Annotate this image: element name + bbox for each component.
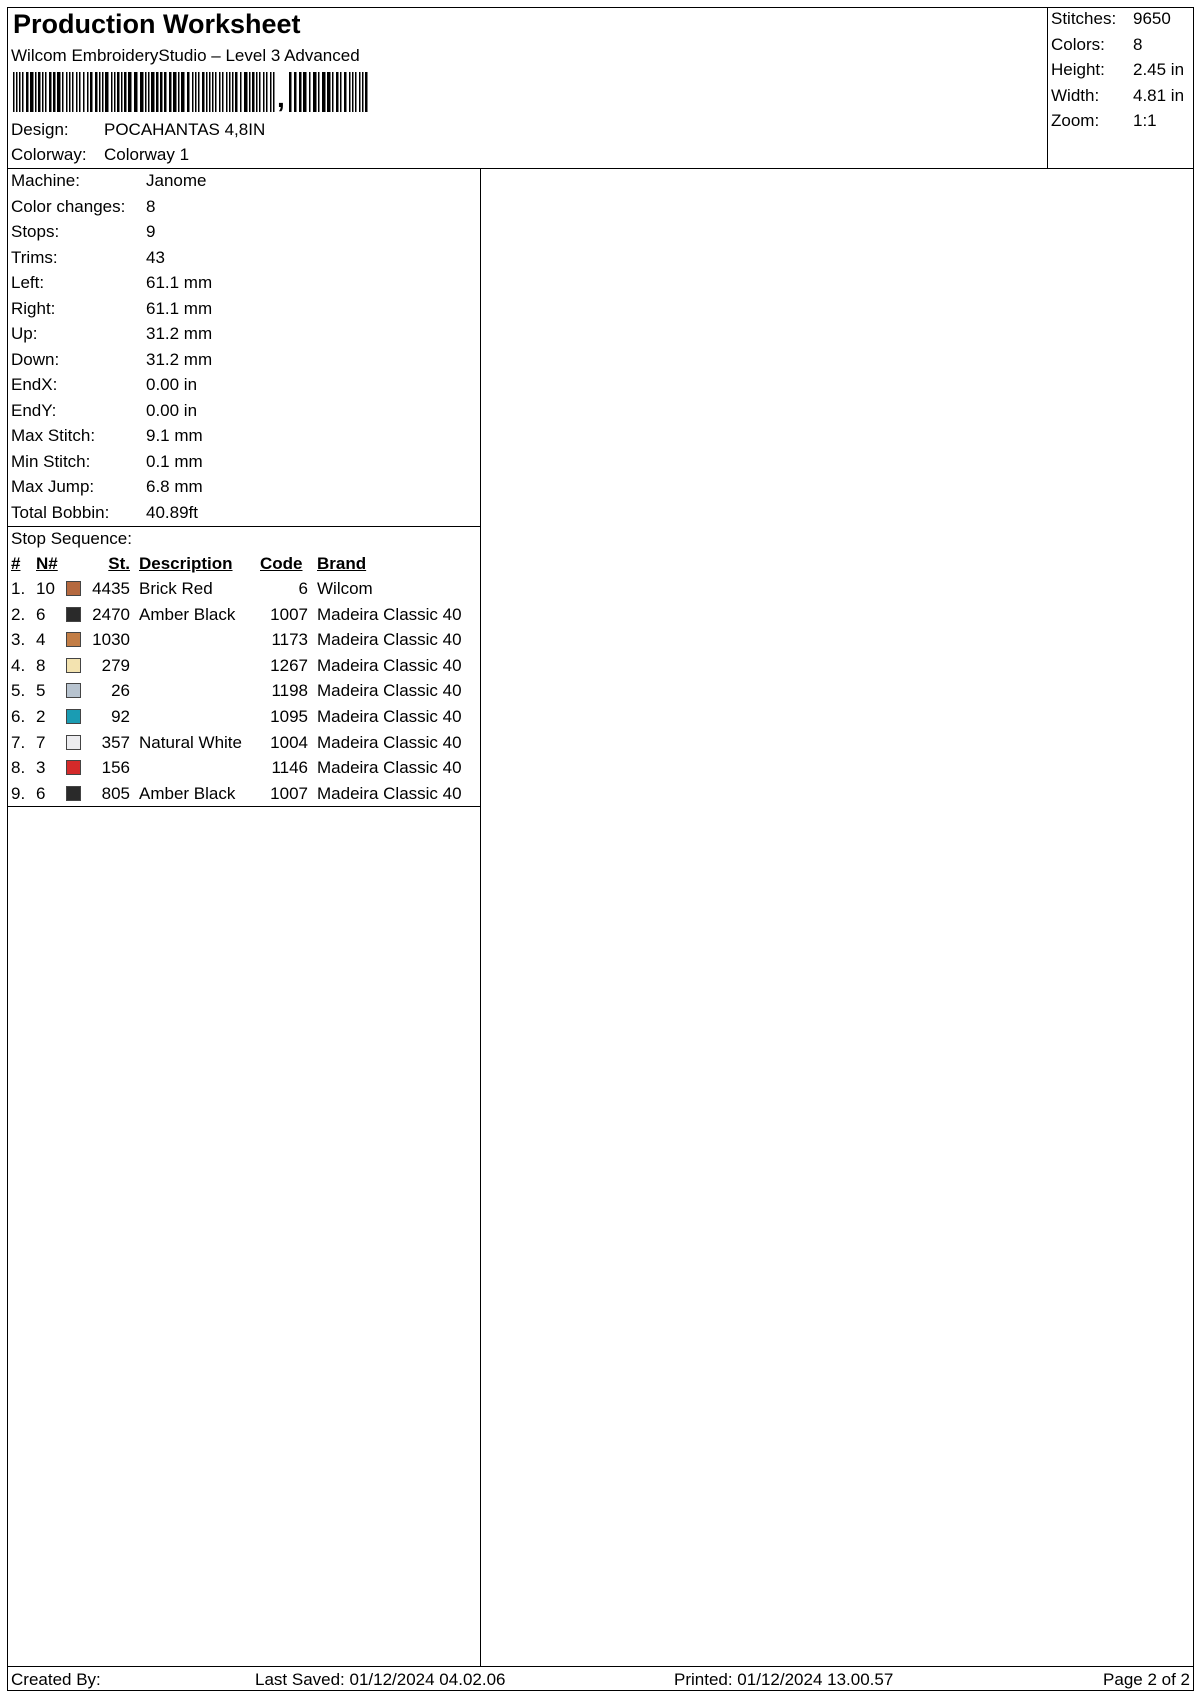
barcode-bar [222,72,224,112]
machine-info-label: Right: [11,298,56,318]
barcode-bar [212,72,214,112]
barcode-bar [209,72,211,112]
thread-color-swatch [66,581,81,596]
printed-date: Printed: 01/12/2024 13.00.57 [674,1670,894,1689]
summary-divider [1047,7,1048,169]
barcode-bar [124,72,127,112]
summary-label: Width: [1051,85,1100,105]
page-number: Page 2 of 2 [1103,1670,1190,1689]
barcode-bar [229,72,231,112]
barcode-bar [313,72,317,112]
row-needle: 5 [36,681,46,701]
footer-divider [7,1666,1194,1667]
machine-info-value: 8 [146,196,156,216]
barcode-bar [195,72,197,112]
row-num: 9. [11,783,26,803]
barcode-bar [181,72,185,112]
barcode-bar [266,72,268,112]
barcode-bar [344,72,347,112]
barcode-bar [270,72,272,112]
row-code: 1146 [271,758,308,778]
machine-info-label: Stops: [11,222,60,241]
machine-info-divider [7,526,481,527]
row-stitches: 26 [111,681,130,701]
row-stitches: 1030 [92,630,130,650]
machine-info-value: Janome [146,171,207,190]
barcode-bar [252,72,255,112]
barcode-bar [173,72,177,112]
barcode-bar [226,72,228,112]
barcode-bar [26,72,29,112]
machine-info-value: 0.1 mm [146,451,203,471]
barcode-bar [169,72,172,112]
barcode-bar [66,72,68,112]
summary-label: Height: [1051,60,1105,79]
machine-info-label: EndY: [11,400,57,420]
barcode-bar [336,72,339,112]
row-stitches: 805 [101,783,130,803]
row-stitches: 2470 [92,604,130,624]
row-num: 1. [11,579,26,598]
column-divider [480,168,481,1666]
col-header-description: Description [139,554,233,573]
machine-info-label: Machine: [11,171,80,190]
row-code: 1267 [270,655,308,675]
barcode-bar [164,72,167,112]
thread-color-swatch [66,632,81,647]
row-code: 1173 [271,630,308,650]
created-by: Created By: [11,1670,101,1689]
machine-info-value: 43 [146,247,165,267]
barcode-bar [69,72,71,112]
barcode-bar [362,72,364,112]
barcode-bar [256,72,258,112]
barcode-bar [16,72,18,112]
last-saved: Last Saved: 01/12/2024 04.02.06 [255,1670,506,1689]
row-code: 1095 [270,707,308,726]
row-code: 1007 [270,783,308,803]
summary-value: 2.45 in [1133,60,1185,79]
barcode-bar [359,72,361,112]
barcode-bar [327,72,331,112]
machine-info-label: Max Stitch: [11,426,96,445]
thread-color-swatch [66,658,81,673]
machine-info-value: 6.8 mm [146,477,203,496]
row-needle: 6 [36,783,46,803]
barcode-bar [273,72,275,112]
barcode-bar [355,72,357,112]
row-stitches: 4435 [92,579,130,598]
design-label: Design: [11,120,69,139]
summary-label: Zoom: [1051,111,1100,130]
barcode-bar [53,72,56,112]
barcode-bar [322,72,326,112]
row-needle: 10 [36,579,55,598]
barcode-bar [22,72,24,112]
barcode-bar [72,72,74,112]
software-name: Wilcom EmbroideryStudio – Level 3 Advanced [11,46,360,65]
design-value: POCAHANTAS 4,8IN [104,120,266,139]
row-brand: Madeira Classic 40 [317,655,462,675]
barcode-bar [235,72,238,112]
machine-info-label: Down: [11,349,60,369]
barcode-bar [160,72,163,112]
barcode-bar [76,72,78,112]
barcode-bar [232,72,234,112]
barcode-bar [318,72,320,112]
row-needle: 6 [36,604,46,624]
barcode-bar [121,72,123,112]
barcode-bar [259,72,261,112]
barcode-bar [145,72,147,112]
barcode-bar [244,72,248,112]
row-brand: Madeira Classic 40 [317,783,462,803]
barcode-bar [202,72,205,112]
row-needle: 4 [36,630,46,650]
barcode-bar [365,72,368,112]
barcode-bar [294,72,297,112]
barcode-bar [206,72,208,112]
row-needle: 2 [36,707,46,726]
page-title: Production Worksheet [13,9,301,39]
row-needle: 8 [36,655,46,675]
barcode-bar [215,72,217,112]
barcode-bar [309,72,311,112]
barcode-bar [134,72,138,112]
machine-info-label: Min Stitch: [11,451,91,471]
thread-color-swatch [66,709,81,724]
colorway-value: Colorway 1 [104,145,190,164]
barcode-bar [62,72,64,112]
machine-info-label: Left: [11,273,45,292]
col-header-brand: Brand [317,554,367,573]
summary-value: 9650 [1133,9,1171,28]
barcode-bar [219,72,221,112]
summary-value: 4.81 in [1133,85,1185,105]
machine-info-value: 31.2 mm [146,349,213,369]
barcode-bar [102,72,104,112]
row-stitches: 279 [101,655,130,675]
barcode-separator: , [277,82,285,113]
barcode-bar [38,72,41,112]
barcode-bar [178,72,180,112]
row-code: 1007 [270,604,308,624]
thread-color-swatch [66,607,81,622]
machine-info-label: Total Bobbin: [11,502,110,522]
col-header-num: # [11,554,21,573]
barcode-bar [140,72,144,112]
barcode-bar [332,72,334,112]
barcode-bar [90,72,93,112]
thread-color-swatch [66,683,81,698]
barcode-bar [42,72,44,112]
row-stitches: 156 [101,758,130,778]
barcode-bar [57,72,61,112]
barcode-bar [303,72,307,112]
barcode-bar [187,72,190,112]
barcode-bar [111,72,113,112]
row-code: 1198 [271,681,308,701]
barcode-bar [79,72,81,112]
summary-value: 1:1 [1133,111,1157,130]
barcode-bar [19,72,21,112]
machine-info-value: 0.00 in [146,400,198,420]
barcode-bar [148,72,150,112]
row-brand: Wilcom [317,579,373,598]
barcode-bar [349,72,351,112]
barcode-bar [263,72,265,112]
barcode-bar [87,72,89,112]
barcode-bar [114,72,116,112]
worksheet-frame [7,7,1194,1691]
design-barcode [13,72,369,112]
machine-info-value: 9 [146,222,156,241]
barcode-bar [128,72,132,112]
barcode-bar [13,72,15,112]
summary-value: 8 [1133,34,1143,54]
row-num: 8. [11,758,26,778]
barcode-bar [83,72,85,112]
thread-color-swatch [66,786,81,801]
barcode-bar [192,72,194,112]
row-num: 3. [11,630,26,650]
row-brand: Madeira Classic 40 [317,732,462,752]
barcode-bar [249,72,251,112]
row-stitches: 92 [111,707,130,726]
machine-info-label: Up: [11,324,38,343]
row-description: Amber Black [139,604,236,624]
row-num: 5. [11,681,26,701]
machine-info-value: 40.89ft [146,502,198,522]
thread-color-swatch [66,735,81,750]
col-header-stitches: St. [108,554,130,573]
summary-label: Stitches: [1051,9,1117,28]
col-header-code: Code [260,554,303,573]
machine-info-value: 61.1 mm [146,273,213,292]
barcode-bar [117,72,120,112]
row-needle: 3 [36,758,46,778]
row-brand: Madeira Classic 40 [317,604,462,624]
row-brand: Madeira Classic 40 [317,758,462,778]
row-description: Brick Red [139,579,213,598]
barcode-bar [156,72,159,112]
barcode-bar [35,72,37,112]
stop-sequence-title: Stop Sequence: [11,529,132,548]
barcode-bar [299,72,302,112]
machine-info-value: 0.00 in [146,375,198,394]
barcode-bar [340,72,342,112]
machine-info-label: Max Jump: [11,477,95,496]
barcode-bar [289,72,292,112]
row-num: 6. [11,707,26,726]
row-num: 7. [11,732,26,752]
row-code: 1004 [270,732,308,752]
col-header-needle: N# [36,554,58,573]
row-stitches: 357 [101,732,130,752]
row-needle: 7 [36,732,46,752]
machine-info-label: Color changes: [11,196,126,216]
machine-info-value: 31.2 mm [146,324,213,343]
barcode-bar [151,72,155,112]
barcode-bar [352,72,354,112]
machine-info-label: EndX: [11,375,58,394]
row-code: 6 [298,579,308,598]
barcode-bar [240,72,242,112]
barcode-bar [99,72,101,112]
row-brand: Madeira Classic 40 [317,630,462,650]
row-description: Amber Black [139,783,236,803]
barcode-bar [105,72,109,112]
barcode-bar [49,72,52,112]
colorway-label: Colorway: [11,145,87,164]
row-num: 4. [11,655,26,675]
header-divider [7,168,1194,169]
machine-info-value: 61.1 mm [146,298,213,318]
row-description: Natural White [139,732,242,752]
thread-color-swatch [66,760,81,775]
machine-info-value: 9.1 mm [146,426,203,445]
row-brand: Madeira Classic 40 [317,681,462,701]
barcode-bar [198,72,200,112]
machine-info-label: Trims: [11,247,58,267]
barcode-bar [45,72,47,112]
barcode-bar [30,72,34,112]
barcode-bar [95,72,98,112]
barcode-graphic [13,72,369,112]
row-brand: Madeira Classic 40 [317,707,462,726]
row-num: 2. [11,604,26,624]
summary-label: Colors: [1051,34,1105,54]
